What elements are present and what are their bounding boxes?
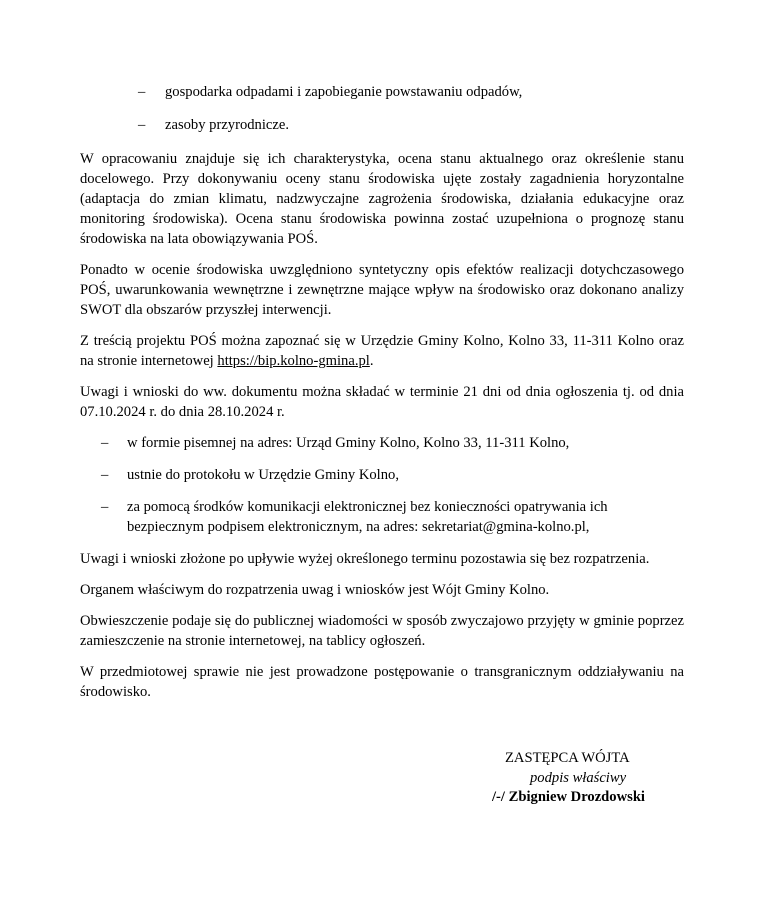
- list-item: [80, 433, 684, 453]
- bullet-dash: –: [101, 435, 109, 451]
- submission-methods-list: [80, 433, 684, 537]
- paragraph-transboundary: W przedmiotowej sprawie nie jest prowadzone postępowanie o transgranicznym oddziaływaniu na środowisko.: [80, 664, 684, 700]
- list-item-text: ustnie do protokołu w Urzędzie Gminy Kolno,: [127, 467, 399, 483]
- document-page: [80, 82, 684, 805]
- bullet-dash: –: [138, 84, 146, 100]
- signature-name: /-/ Zbigniew Drozdowski: [492, 789, 645, 805]
- bullet-dash: –: [138, 117, 146, 133]
- paragraph-late-submissions: Uwagi i wnioski złożone po upływie wyżej określonego terminu pozostawia się bez rozpatrzenia.: [80, 551, 650, 567]
- list-item-text: za pomocą środków komunikacji elektronicznej bez konieczności opatrywania ich bezpiecznym podpisem elektronicznym, na adres: sekretariat@gmina-kolno.pl,: [127, 499, 608, 535]
- bullet-dash: –: [101, 467, 109, 483]
- paragraph-access: [80, 331, 684, 371]
- paragraph-access-text: Z treścią projektu POŚ można zapoznać się w Urzędzie Gminy Kolno, Kolno 33, 11-311 Kolno oraz na stronie internetowej: [80, 333, 684, 369]
- paragraph-evaluation: Ponadto w ocenie środowiska uwzględniono syntetyczny opis efektów realizacji dotychczasowego POŚ, uwarunkowania wewnętrzne i zewnętrzne mające wpływ na środowisko oraz dokonano analizy SWOT dla obszarów przyszłej interwencji.: [80, 262, 684, 318]
- paragraph-access-end: .: [369, 353, 374, 369]
- list-item-text: w formie pisemnej na adres: Urząd Gminy Kolno, Kolno 33, 11-311 Kolno,: [127, 435, 570, 451]
- list-item: [80, 82, 684, 102]
- bullet-dash: –: [101, 499, 109, 515]
- list-item-text: gospodarka odpadami i zapobieganie powstawaniu odpadów,: [165, 84, 523, 100]
- paragraph-publication: Obwieszczenie podaje się do publicznej wiadomości w sposób zwyczajowo przyjęty w gminie poprzez zamieszczenie na stronie internetowej, na tablicy ogłoszeń.: [80, 613, 684, 649]
- category-list: [80, 82, 684, 135]
- paragraph-analysis: W opracowaniu znajduje się ich charakterystyka, ocena stanu aktualnego oraz określenie stanu docelowego. Przy dokonywaniu oceny stanu środowiska ujęte zostały zagadnienia horyzontalne (adaptacja do zmian klimatu, nadzwyczajne zagrożenia środowiska, działania edukacyjne oraz monitoring środowiska). Ocena stanu środowiska powinna zostać uzupełniona o prognozę stanu środowiska na lata obowiązywania POŚ.: [80, 151, 684, 247]
- list-item-text: zasoby przyrodnicze.: [165, 117, 289, 133]
- list-item: [80, 115, 684, 135]
- paragraph-authority: Organem właściwym do rozpatrzenia uwag i wniosków jest Wójt Gminy Kolno.: [80, 582, 550, 598]
- list-item: [80, 465, 684, 485]
- bip-link[interactable]: https://bip.kolno-gmina.pl: [217, 353, 370, 369]
- list-item: [80, 497, 684, 537]
- signature-note: podpis właściwy: [530, 770, 627, 786]
- signature-role: ZASTĘPCA WÓJTA: [505, 750, 630, 766]
- paragraph-deadline: Uwagi i wnioski do ww. dokumentu można składać w terminie 21 dni od dnia ogłoszenia tj. od dnia 07.10.2024 r. do dnia 28.10.2024 r.: [80, 384, 684, 420]
